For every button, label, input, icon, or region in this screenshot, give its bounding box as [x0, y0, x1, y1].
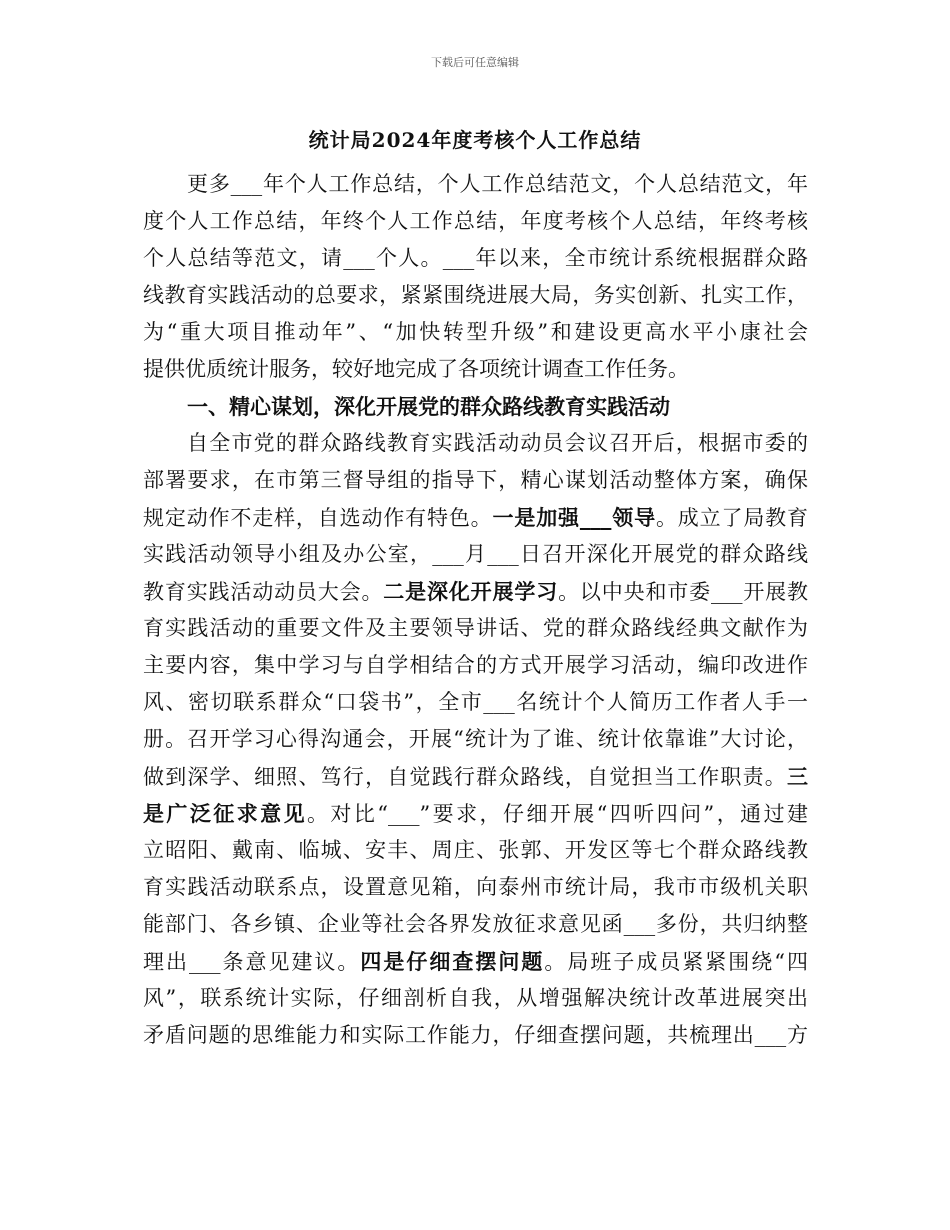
paragraph-line: 矛盾问题的思维能力和实际工作能力，仔细查摆问题，共梳理出___方 [143, 1023, 808, 1047]
paragraph-line: 更多___年个人工作总结，个人工作总结范文，个人总结范文，年 [187, 172, 808, 196]
section-heading: 一、精心谋划，深化开展党的群众路线教育实践活动 [187, 394, 670, 419]
bold-point: 四是仔细查摆问题 [360, 949, 545, 974]
paragraph-line: 育实践活动联系点，设置意见箱，向泰州市统计局，我市市级机关职 [143, 875, 808, 899]
paragraph-line: 做到深学、细照、笃行，自觉践行群众路线，自觉担当工作职责。三 [143, 764, 808, 789]
paragraph-line: 主要内容，集中学习与自学相结合的方式开展学习活动，编印改进作 [143, 653, 808, 677]
paragraph-line: 线教育实践活动的总要求，紧紧围绕进展大局，务实创新、扎实工作， [143, 283, 808, 307]
bold-point: 三 [787, 764, 808, 789]
paragraph-line: 理出___条意见建议。四是仔细查摆问题。局班子成员紧紧围绕“四 [143, 949, 808, 974]
paragraph-line: 规定动作不走样，自选动作有特色。一是加强___领导。成立了局教育 [143, 505, 808, 530]
bold-point: 二是深化开展学习 [383, 579, 559, 604]
paragraph-line: 部署要求，在市第三督导组的指导下，精心谋划活动整体方案，确保 [143, 468, 808, 492]
paragraph-line: 个人总结等范文，请___个人。___年以来，全市统计系统根据群众路 [143, 246, 808, 270]
paragraph-line: 册。召开学习心得沟通会，开展“统计为了谁、统计依靠谁”大讨论， [143, 727, 808, 751]
paragraph-line: 提供优质统计服务，较好地完成了各项统计调查工作任务。 [143, 357, 689, 381]
paragraph-line: 度个人工作总结，年终个人工作总结，年度考核个人总结，年终考核 [143, 209, 808, 233]
document-body [143, 166, 808, 1054]
bold-point: 是广泛征求意见 [143, 801, 307, 826]
paragraph-line: 风、密切联系群众“口袋书”，全市___名统计个人简历工作者人手一 [143, 690, 808, 714]
bold-point: 一是加强___领导 [492, 505, 656, 530]
paragraph-line: 实践活动领导小组及办公室，___月___日召开深化开展党的群众路线 [143, 542, 808, 566]
paragraph-line: 立昭阳、戴南、临城、安丰、周庄、张郭、开发区等七个群众路线教 [143, 838, 808, 862]
paragraph-line: 能部门、各乡镇、企业等社会各界发放征求意见函___多份，共归纳整 [143, 912, 808, 936]
paragraph-line: 自全市党的群众路线教育实践活动动员会议召开后，根据市委的 [187, 431, 808, 455]
paragraph-line: 风”，联系统计实际，仔细剖析自我，从增强解决统计改革进展突出 [143, 986, 808, 1010]
header-note: 下载后可任意编辑 [431, 56, 519, 69]
paragraph-line: 教育实践活动动员大会。二是深化开展学习。以中央和市委___开展教 [143, 579, 808, 604]
paragraph-line: 是广泛征求意见。对比“___”要求，仔细开展“四听四问”，通过建 [143, 801, 808, 826]
paragraph-line: 育实践活动的重要文件及主要领导讲话、党的群众路线经典文献作为 [143, 616, 808, 640]
paragraph-line: 为“重大项目推动年”、“加快转型升级”和建设更高水平小康社会 [143, 320, 808, 344]
document-title: 统计局2024年度考核个人工作总结 [308, 128, 642, 152]
